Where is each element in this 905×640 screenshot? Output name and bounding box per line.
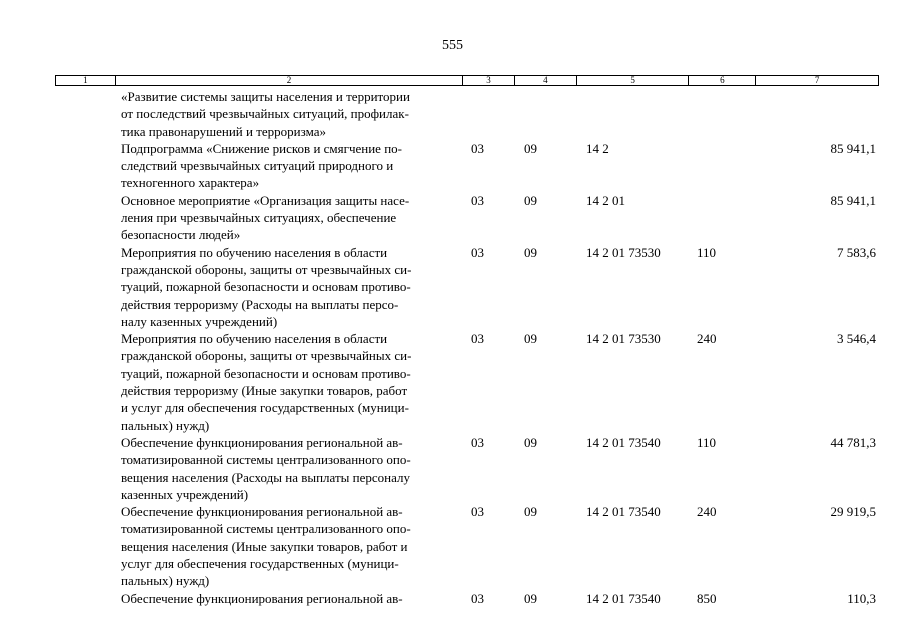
cell-name-line: гражданской обороны, защиты от чрезвычайных си- [121, 348, 412, 364]
cell-name-line: услуг для обеспечения государственных (муници- [121, 556, 399, 572]
cell-subsection: 09 [524, 504, 537, 520]
cell-section: 03 [471, 434, 484, 450]
cell-target-code: 14 2 01 73540 [586, 590, 661, 606]
cell-amount: 85 941,1 [830, 140, 876, 156]
cell-col-1 [55, 330, 115, 434]
table-row [55, 590, 879, 607]
table-row [55, 140, 879, 192]
cell-target-code: 14 2 01 73540 [586, 434, 661, 450]
cell-subsection: 09 [524, 434, 537, 450]
cell-section: 03 [471, 331, 484, 347]
cell-expense-type: 110 [697, 434, 717, 450]
cell-name [115, 434, 463, 503]
cell-name-line: Подпрограмма «Снижение рисков и смягчение по- [121, 140, 402, 156]
cell-target-code [577, 88, 690, 140]
cell-name-line: тика правонарушений и терроризма» [121, 123, 326, 139]
cell-target-code: 14 2 [586, 140, 609, 156]
cell-name-line: Обеспечение функционирования региональной ав- [121, 434, 403, 450]
cell-name-line: Обеспечение функционирования региональной ав- [121, 590, 403, 606]
cell-subsection: 09 [524, 192, 537, 208]
table-row [55, 434, 879, 503]
cell-expense-type: 850 [697, 590, 717, 606]
cell-target-code: 14 2 01 73540 [586, 504, 661, 520]
header-col-2: 2 [116, 76, 463, 85]
cell-name-line: Основное мероприятие «Организация защиты насе- [121, 192, 410, 208]
cell-target-code: 14 2 01 73530 [586, 244, 661, 260]
cell-name-line: Обеспечение функционирования региональной ав- [121, 504, 403, 520]
cell-section: 03 [471, 590, 484, 606]
cell-expense-type [690, 192, 757, 244]
cell-col-1 [55, 140, 115, 192]
cell-expense-type: 240 [697, 331, 717, 347]
cell-section: 03 [471, 192, 484, 208]
table-header [55, 75, 879, 86]
cell-name-line: пальных) нужд) [121, 573, 210, 589]
cell-expense-type: 240 [697, 504, 717, 520]
cell-name-line: ления при чрезвычайных ситуациях, обеспечение [121, 210, 397, 226]
table-row [55, 192, 879, 244]
table-body [55, 88, 879, 607]
cell-name-line: томатизированной системы централизованного опо- [121, 521, 411, 537]
cell-name-line: и услуг для обеспечения государственных (муници- [121, 400, 409, 416]
cell-name-line: следствий чрезвычайных ситуаций природного и [121, 158, 394, 174]
cell-subsection: 09 [524, 244, 537, 260]
cell-subsection: 09 [524, 331, 537, 347]
cell-amount [757, 88, 879, 140]
cell-name-line: туаций, пожарной безопасности и основам противо- [121, 365, 411, 381]
cell-amount: 44 781,3 [830, 434, 876, 450]
table-row [55, 88, 879, 140]
cell-name [115, 88, 463, 140]
cell-subsection [515, 88, 577, 140]
cell-name-line: пальных) нужд) [121, 417, 210, 433]
cell-name-line: гражданской обороны, защиты от чрезвычайных си- [121, 261, 412, 277]
cell-amount: 7 583,6 [837, 244, 876, 260]
cell-name-line: от последствий чрезвычайных ситуаций, профилак- [121, 106, 409, 122]
header-col-3: 3 [463, 76, 515, 85]
cell-target-code: 14 2 01 73530 [586, 331, 661, 347]
cell-name-line: налу казенных учреждений) [121, 313, 278, 329]
cell-name-line: туаций, пожарной безопасности и основам противо- [121, 279, 411, 295]
cell-amount: 3 546,4 [837, 331, 876, 347]
cell-col-1 [55, 192, 115, 244]
cell-name-line: безопасности людей» [121, 227, 241, 243]
header-col-4: 4 [515, 76, 577, 85]
table-row [55, 503, 879, 589]
header-col-6: 6 [689, 76, 756, 85]
cell-col-1 [55, 88, 115, 140]
cell-name-line: действия терроризму (Иные закупки товаров, работ [121, 383, 408, 399]
cell-name-line: «Развитие системы защиты населения и территории [121, 89, 410, 104]
cell-expense-type [690, 88, 757, 140]
cell-name-line: техногенного характера» [121, 175, 260, 191]
cell-subsection: 09 [524, 140, 537, 156]
cell-name-line: вещения населения (Иные закупки товаров, работ и [121, 538, 408, 554]
cell-name [115, 503, 463, 589]
cell-name-line: Мероприятия по обучению населения в области [121, 331, 388, 347]
page-number: 555 [442, 38, 463, 53]
table-row [55, 330, 879, 434]
cell-subsection: 09 [524, 590, 537, 606]
cell-name-line: казенных учреждений) [121, 486, 249, 502]
cell-name [115, 140, 463, 192]
cell-name-line: вещения населения (Расходы на выплаты персоналу [121, 469, 410, 485]
cell-col-1 [55, 590, 115, 607]
cell-name-line: Мероприятия по обучению населения в области [121, 244, 388, 260]
cell-name [115, 590, 463, 607]
cell-expense-type [690, 140, 757, 192]
cell-expense-type: 110 [697, 244, 717, 260]
cell-section: 03 [471, 140, 484, 156]
cell-amount: 85 941,1 [830, 192, 876, 208]
cell-col-1 [55, 244, 115, 330]
cell-name-line: действия терроризму (Расходы на выплаты персо- [121, 296, 399, 312]
cell-name [115, 330, 463, 434]
cell-name [115, 192, 463, 244]
cell-target-code: 14 2 01 [586, 192, 625, 208]
cell-name-line: томатизированной системы централизованного опо- [121, 452, 411, 468]
cell-section: 03 [471, 504, 484, 520]
table-row [55, 244, 879, 330]
header-col-7: 7 [814, 75, 820, 85]
cell-section [463, 88, 515, 140]
header-col-1: 1 [56, 76, 116, 85]
cell-col-1 [55, 503, 115, 589]
cell-amount: 110,3 [847, 590, 876, 606]
header-col-5: 5 [577, 76, 690, 85]
cell-section: 03 [471, 244, 484, 260]
cell-col-1 [55, 434, 115, 503]
cell-name [115, 244, 463, 330]
cell-amount: 29 919,5 [830, 504, 876, 520]
